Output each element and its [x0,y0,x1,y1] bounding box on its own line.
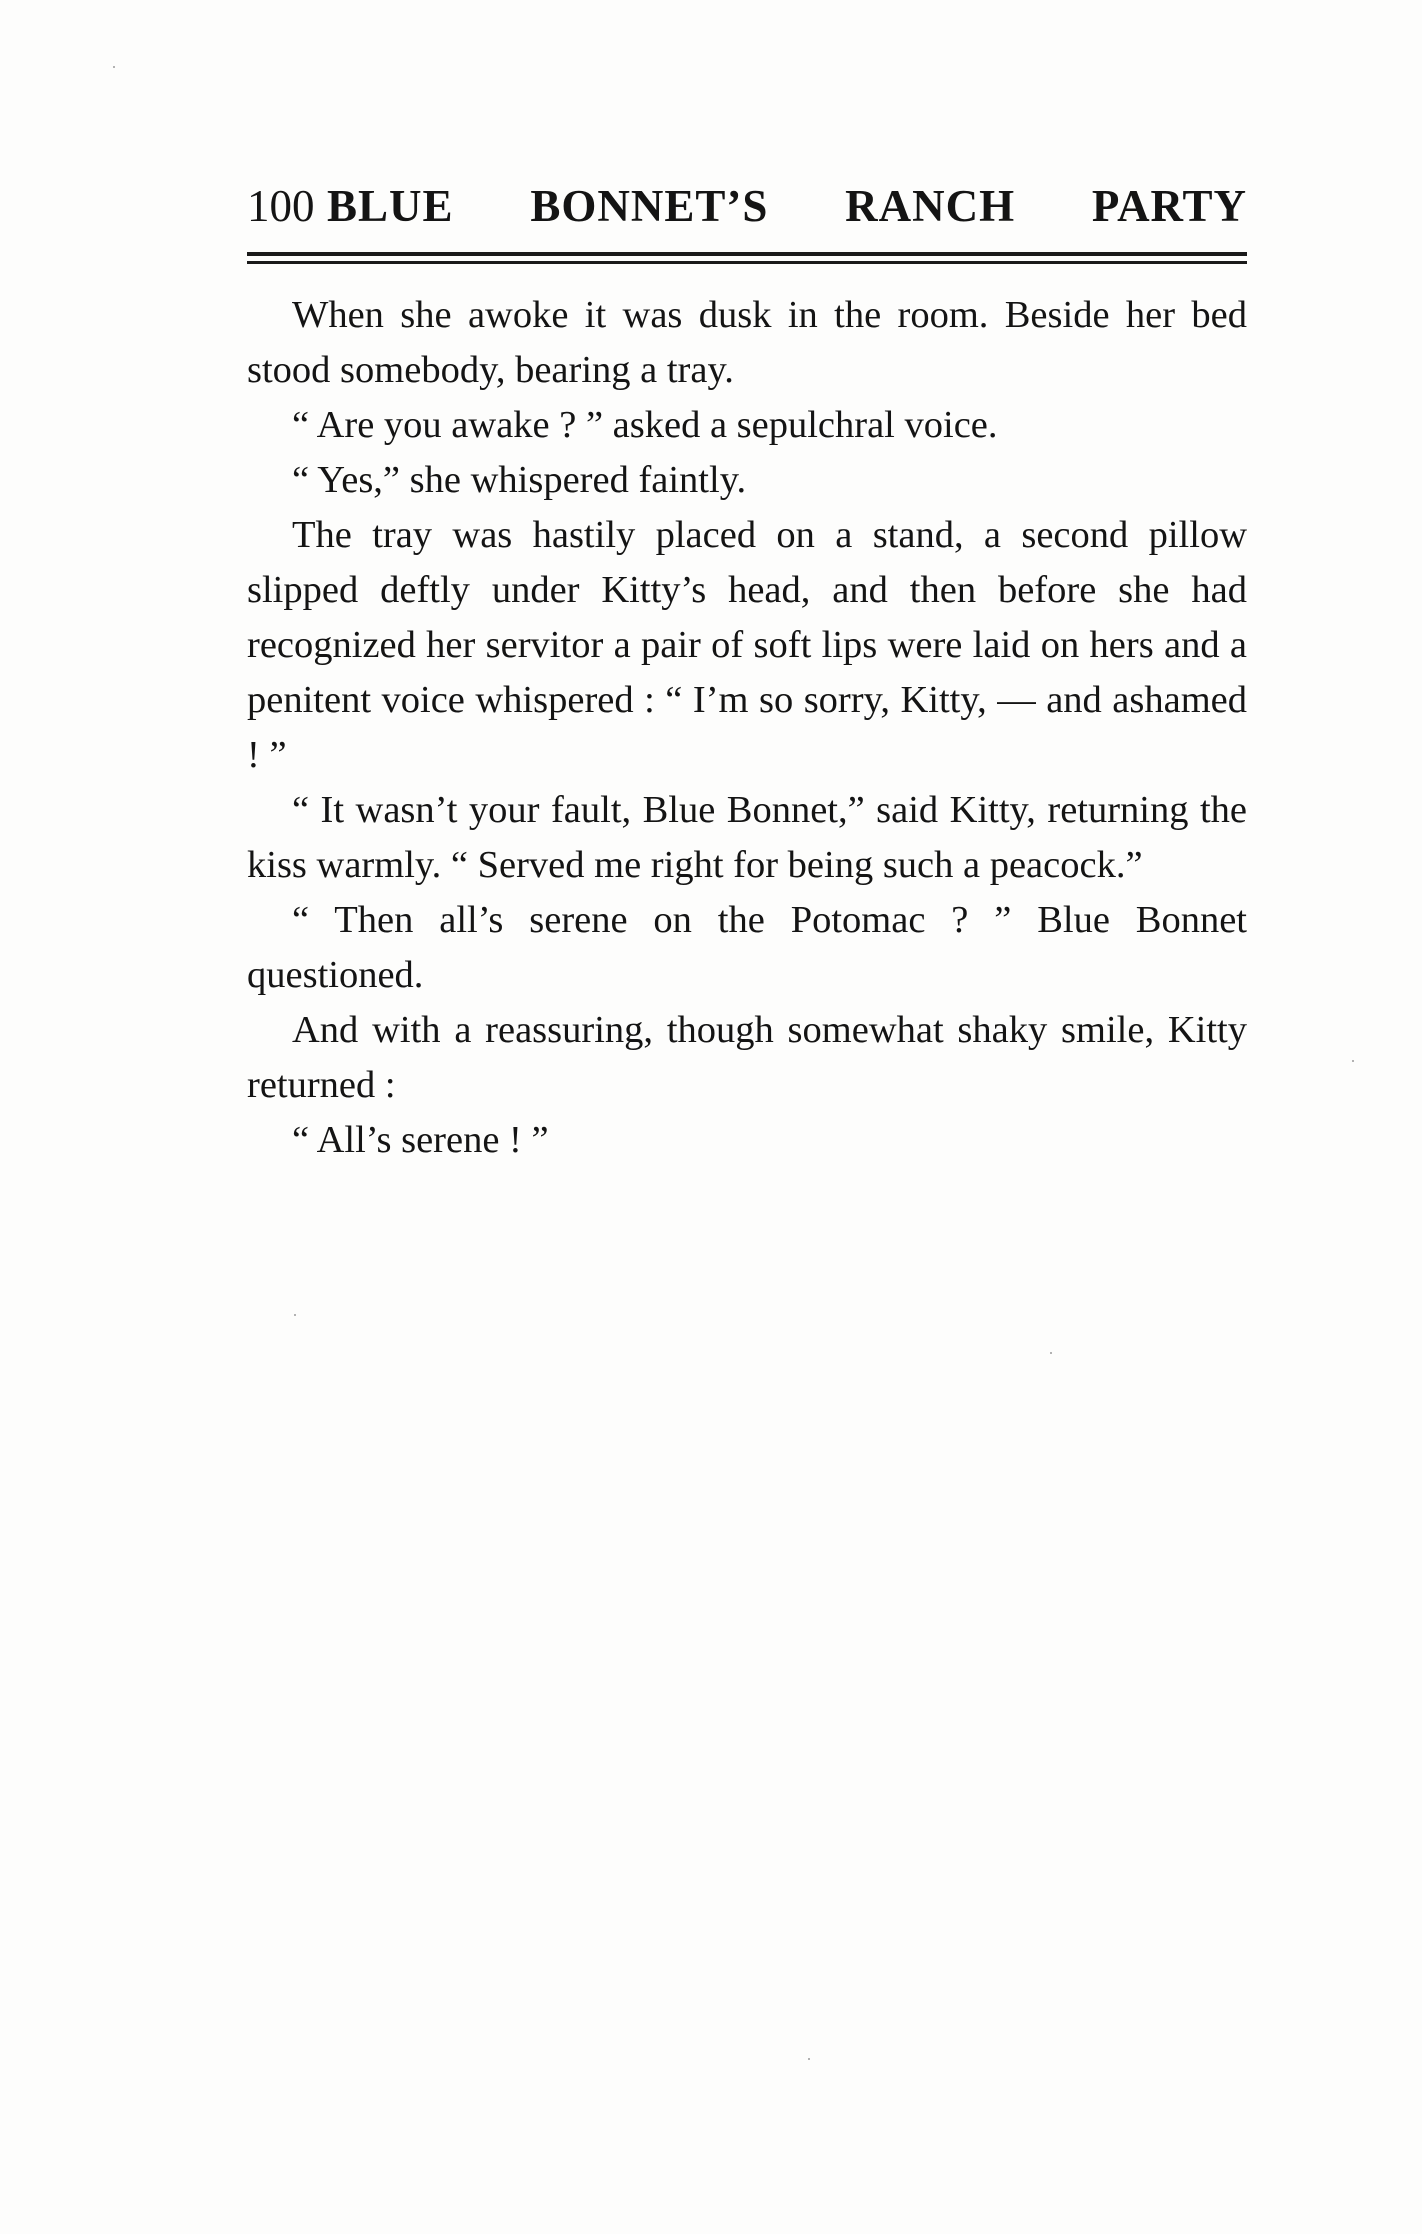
page-number: 100 [247,181,315,231]
paper-speck [294,1314,296,1316]
paper-speck [1352,1060,1354,1062]
paragraph: “ All’s serene ! ” [292,1119,549,1161]
header-rule-bottom [247,261,1247,264]
header-rule-top [247,252,1247,256]
paragraph: “ Yes,” she whispered faintly. [292,459,747,501]
paragraph: The tray was hastily placed on a stand, a second pillow slipped deftly under Kitty’s head, and then before she had recognized her servitor a pair of soft lips were laid on hers and a penitent voice whispered : “ I’m so sorry, Kitty, — and ashamed ! ” [247,514,1247,776]
paper-speck [113,66,115,68]
paragraph: When she awoke it was dusk in the room. Beside her bed stood somebody, bearing a tray. [247,294,1247,391]
running-title: BLUE BONNET’S RANCH PARTY [327,181,1247,231]
paragraph: “ Then all’s serene on the Potomac ? ” Blue Bonnet questioned. [247,899,1247,996]
paper-speck [808,2058,810,2060]
body-text [247,288,1247,1168]
page-header [247,180,1247,232]
paragraph: And with a reassuring, though somewhat shaky smile, Kitty returned : [247,1009,1247,1106]
paragraph: “ It wasn’t your fault, Blue Bonnet,” said Kitty, returning the kiss warmly. “ Served me right for being such a peacock.” [247,789,1247,886]
paragraph: “ Are you awake ? ” asked a sepulchral voice. [292,404,998,446]
paper-speck [1050,1352,1052,1354]
